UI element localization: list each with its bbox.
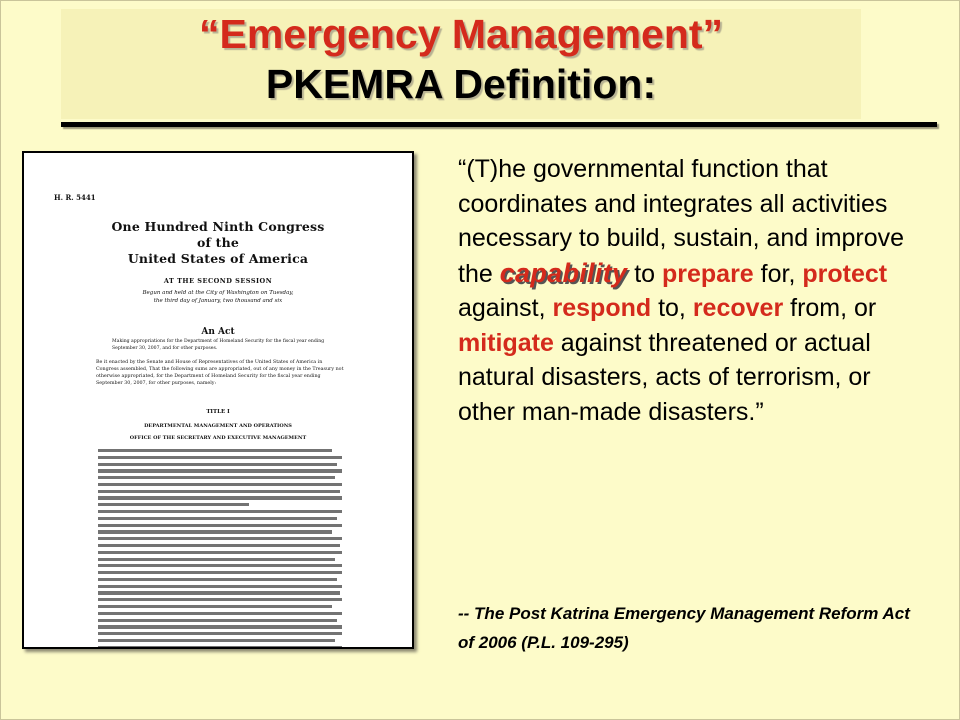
begun-text: [24, 289, 412, 305]
title-line-pkemra-definition: PKEMRA Definition:: [265, 61, 657, 107]
bill-document-image: [22, 151, 414, 649]
definition-quote: [458, 152, 918, 429]
document-text-line: [98, 646, 342, 649]
keyword-mitigate: mitigate: [458, 328, 554, 357]
begun-line-1: Begun and held at the City of Washington on Tuesday,: [142, 290, 294, 296]
keyword-protect: protect: [802, 259, 888, 288]
making-appropriations-text: Making appropriations for the Department of Homeland Security for the fiscal year ending September 30, 2007, and for other purposes.: [112, 339, 325, 351]
definition-text: against,: [458, 294, 553, 322]
definition-text-start: “(T)he governmental function that coordinates and integrates all activities necessary to build, sustain, and improve the: [458, 155, 905, 288]
document-text-line: [98, 456, 342, 459]
document-text-line: [98, 510, 342, 513]
document-text-line: [98, 625, 342, 628]
document-text-line: [98, 476, 335, 479]
document-text-line: [98, 585, 342, 588]
enacting-clause: Be it enacted by the Senate and House of Representatives of the United States of America in Congress assembled, That the following sums are appropriated, out of any money in the Treasury not otherwise appropriated, for the Department of Homeland Security for the fiscal year ending September 30, 2007, for other purposes, namely:: [96, 360, 344, 386]
document-text-line: [98, 605, 332, 608]
document-text-line: [98, 469, 342, 472]
citation: -- The Post Katrina Emergency Management Reform Act of 2006 (P.L. 109-295): [458, 604, 910, 652]
document-text-line: [98, 463, 337, 466]
begun-line-2: the third day of January, two thousand and six: [153, 298, 283, 304]
document-text-line: [98, 503, 249, 506]
bill-number: H. R. 5441: [54, 193, 96, 202]
document-text-line: [98, 591, 340, 594]
document-text-line: [98, 639, 335, 642]
document-text-line: [98, 632, 342, 635]
definition-text: for,: [753, 259, 803, 288]
document-text-line: [98, 483, 342, 486]
document-text-line: [98, 619, 337, 622]
keyword-recover: recover: [692, 294, 784, 322]
document-text-line: [98, 537, 342, 540]
document-text-line: [98, 530, 332, 533]
document-text-line: [98, 524, 342, 527]
document-text-line: [98, 571, 342, 574]
document-text-line: [98, 578, 337, 581]
congress-line-1: One Hundred Ninth Congress: [111, 219, 325, 234]
slide-title: [61, 9, 861, 119]
document-text-line: [98, 564, 342, 567]
definition-text: from, or: [783, 294, 877, 322]
department-heading: DEPARTMENTAL MANAGEMENT AND OPERATIONS: [144, 423, 292, 429]
definition-text-end: against threatened or actual natural disasters, acts of terrorism, or other man-made disasters.”: [458, 328, 871, 426]
document-text-line: [98, 544, 340, 547]
document-text-line: [98, 598, 342, 601]
document-text-line: [98, 496, 342, 499]
document-text-line: [98, 517, 337, 520]
act-heading: An Act: [201, 327, 235, 337]
definition-text: to,: [651, 294, 693, 322]
document-text-line: [98, 558, 335, 561]
congress-heading: [24, 219, 412, 267]
title-line-emergency-management: “Emergency Management”: [198, 11, 724, 57]
congress-line-3: United States of America: [127, 251, 309, 266]
title-divider: [61, 122, 937, 127]
keyword-capability: capability: [499, 257, 628, 288]
definition-text: to: [627, 259, 662, 288]
session-line: AT THE SECOND SESSION: [163, 277, 273, 285]
keyword-respond: respond: [552, 294, 652, 322]
office-heading: OFFICE OF THE SECRETARY AND EXECUTIVE MANAGEMENT: [129, 435, 307, 441]
document-text-line: [98, 551, 342, 554]
keyword-prepare: prepare: [662, 259, 754, 288]
congress-line-2: of the: [196, 235, 240, 250]
title-heading: TITLE I: [206, 409, 230, 415]
document-text-line: [98, 449, 332, 452]
document-body-text: [98, 449, 342, 649]
document-text-line: [98, 490, 340, 493]
document-text-line: [98, 612, 342, 615]
